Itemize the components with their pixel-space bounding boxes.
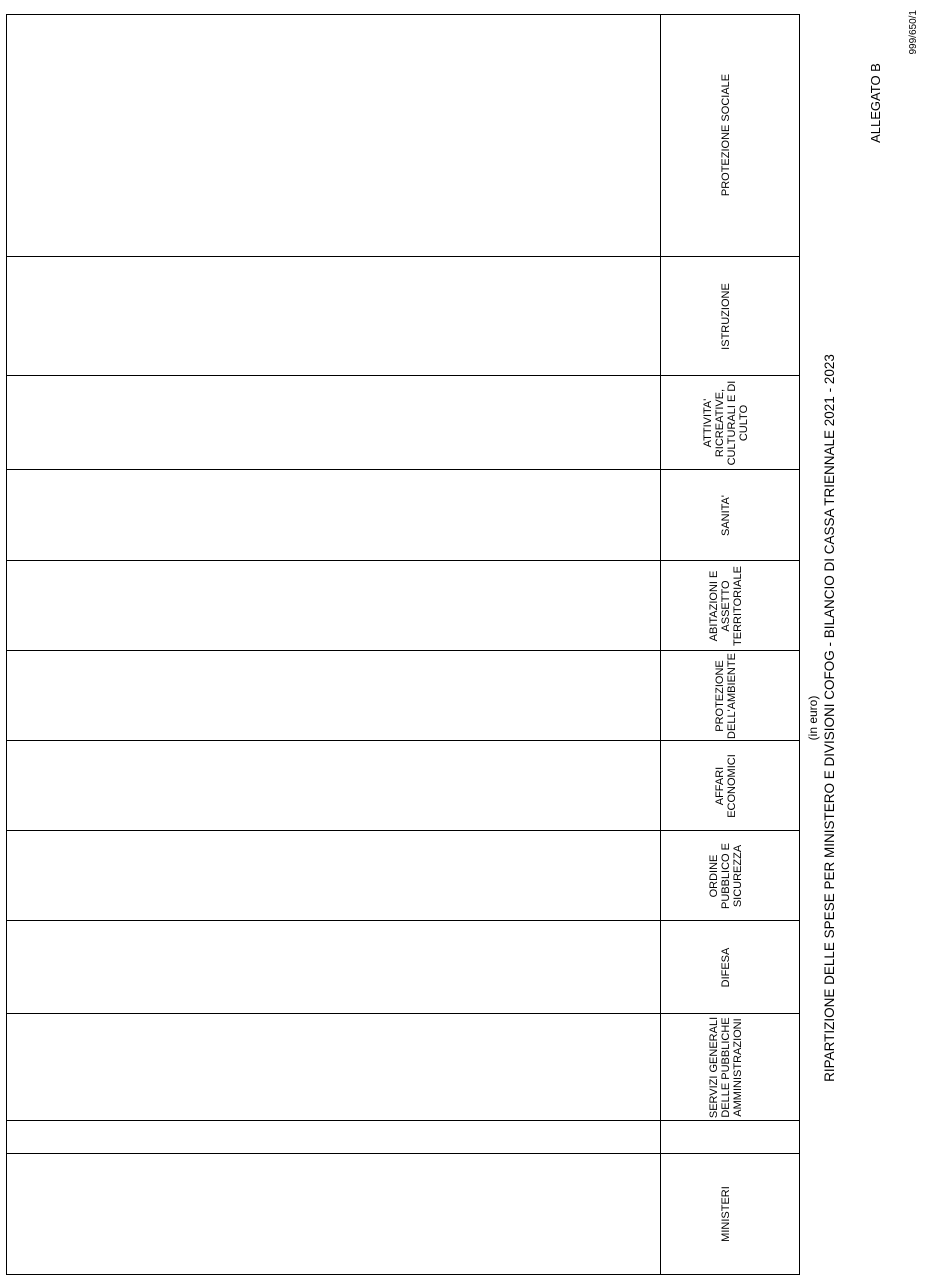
column-header: PROTEZIONE DELL'AMBIENTE <box>714 653 738 739</box>
column-header: ABITAZIONI E ASSETTO TERRITORIALE <box>708 566 744 646</box>
annex-label: ALLEGATO B <box>868 63 883 143</box>
page-subtitle: (in euro) <box>806 695 820 741</box>
column-header: SANITA' <box>720 495 732 537</box>
page-title: RIPARTIZIONE DELLE SPESE PER MINISTERO E DIVISIONI COFOG - BILANCIO DI CASSA TRIENNALE 2021 - 2023 <box>822 354 837 1082</box>
document-id: 999/650/1 <box>908 10 919 55</box>
column-header: PROTEZIONE SOCIALE <box>720 73 732 197</box>
column-header: ISTRUZIONE <box>720 283 732 350</box>
column-header: MINISTERI <box>720 1186 732 1242</box>
expenditure-table <box>6 14 800 1275</box>
column-header: SERVIZI GENERALI DELLE PUBBLICHE AMMINISTRAZIONI <box>708 1016 744 1119</box>
column-header: DIFESA <box>720 947 732 988</box>
column-header: ORDINE PUBBLICO E SICUREZZA <box>708 842 744 910</box>
column-header: ATTIVITA' RICREATIVE, CULTURALI E DI CULTO <box>702 380 750 466</box>
column-header: AFFARI ECONOMICI <box>714 754 738 818</box>
